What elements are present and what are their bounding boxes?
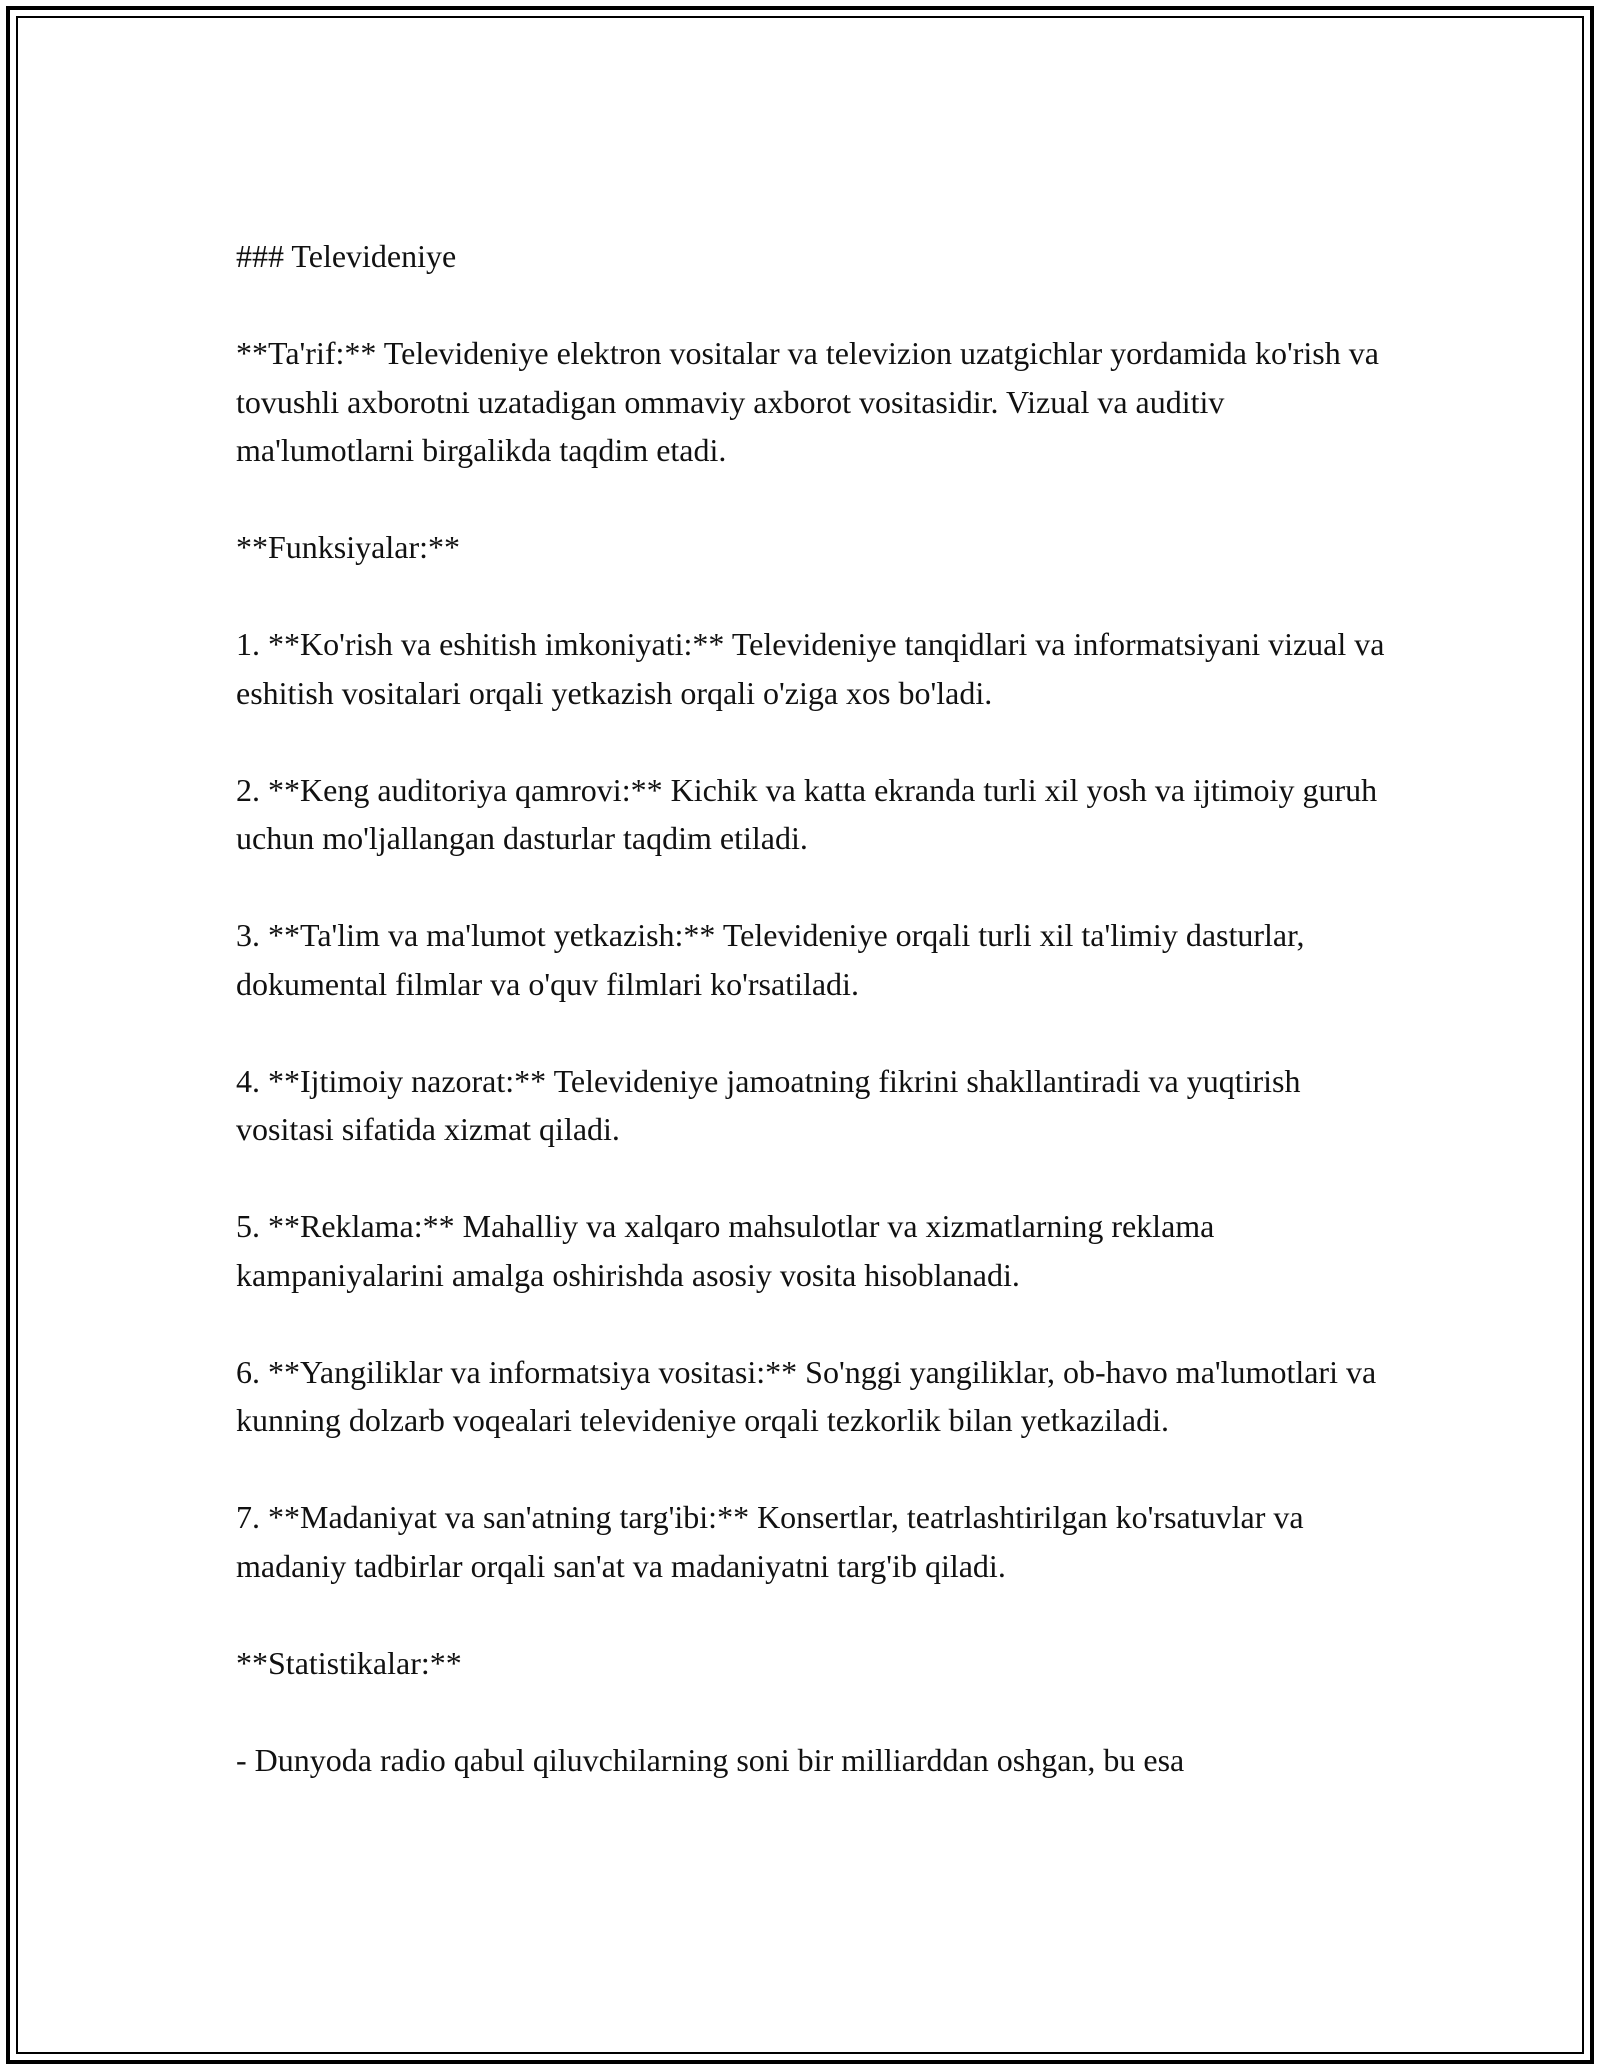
- function-item-7: 7. **Madaniyat va san'atning targ'ibi:** Konsertlar, teatrlashtirilgan ko'rsatuvlar va madaniy tadbirlar orqali san'at va madaniyatni targ'ib qiladi.: [236, 1499, 1304, 1584]
- statistics-heading: **Statistikalar:**: [236, 1644, 462, 1681]
- function-item-1: 1. **Ko'rish va eshitish imkoniyati:** Televideniye tanqidlari va informatsiyani vizual va eshitish vositalari orqali yetkazish orqali o'ziga xos bo'ladi.: [236, 626, 1385, 711]
- function-item-5: 5. **Reklama:** Mahalliy va xalqaro mahsulotlar va xizmatlarning reklama kampaniyalarini amalga oshirishda asosiy vosita hisoblanadi.: [236, 1208, 1215, 1293]
- function-item-6: 6. **Yangiliklar va informatsiya vositasi:** So'nggi yangiliklar, ob-havo ma'lumotlari va kunning dolzarb voqealari televideniye orqali tezkorlik bilan yetkaziladi.: [236, 1353, 1377, 1438]
- document-heading: ### Televideniye: [236, 238, 457, 274]
- function-item-4: 4. **Ijtimoiy nazorat:** Televideniye jamoatning fikrini shakllantiradi va yuqtirish vositasi sifatida xizmat qiladi.: [236, 1062, 1301, 1147]
- function-item-3: 3. **Ta'lim va ma'lumot yetkazish:** Televideniye orqali turli xil ta'limiy dasturlar, dokumental filmlar va o'quv filmlari ko'rsatiladi.: [236, 917, 1305, 1002]
- function-item-2: 2. **Keng auditoriya qamrovi:** Kichik va katta ekranda turli xil yosh va ijtimoiy guruh uchun mo'ljallangan dasturlar taqdim etiladi.: [236, 771, 1378, 856]
- functions-heading: **Funksiyalar:**: [236, 529, 460, 565]
- document-body: [236, 232, 1396, 1784]
- statistics-item-1: - Dunyoda radio qabul qiluvchilarning soni bir milliarddan oshgan, bu esa: [236, 1741, 1185, 1778]
- definition-paragraph: **Ta'rif:** Televideniye elektron vositalar va televizion uzatgichlar yordamida ko'rish va tovushli axborotni uzatadigan ommaviy axborot vositasidir. Vizual va auditiv ma'lumotlarni birgalikda taqdim etadi.: [236, 335, 1379, 468]
